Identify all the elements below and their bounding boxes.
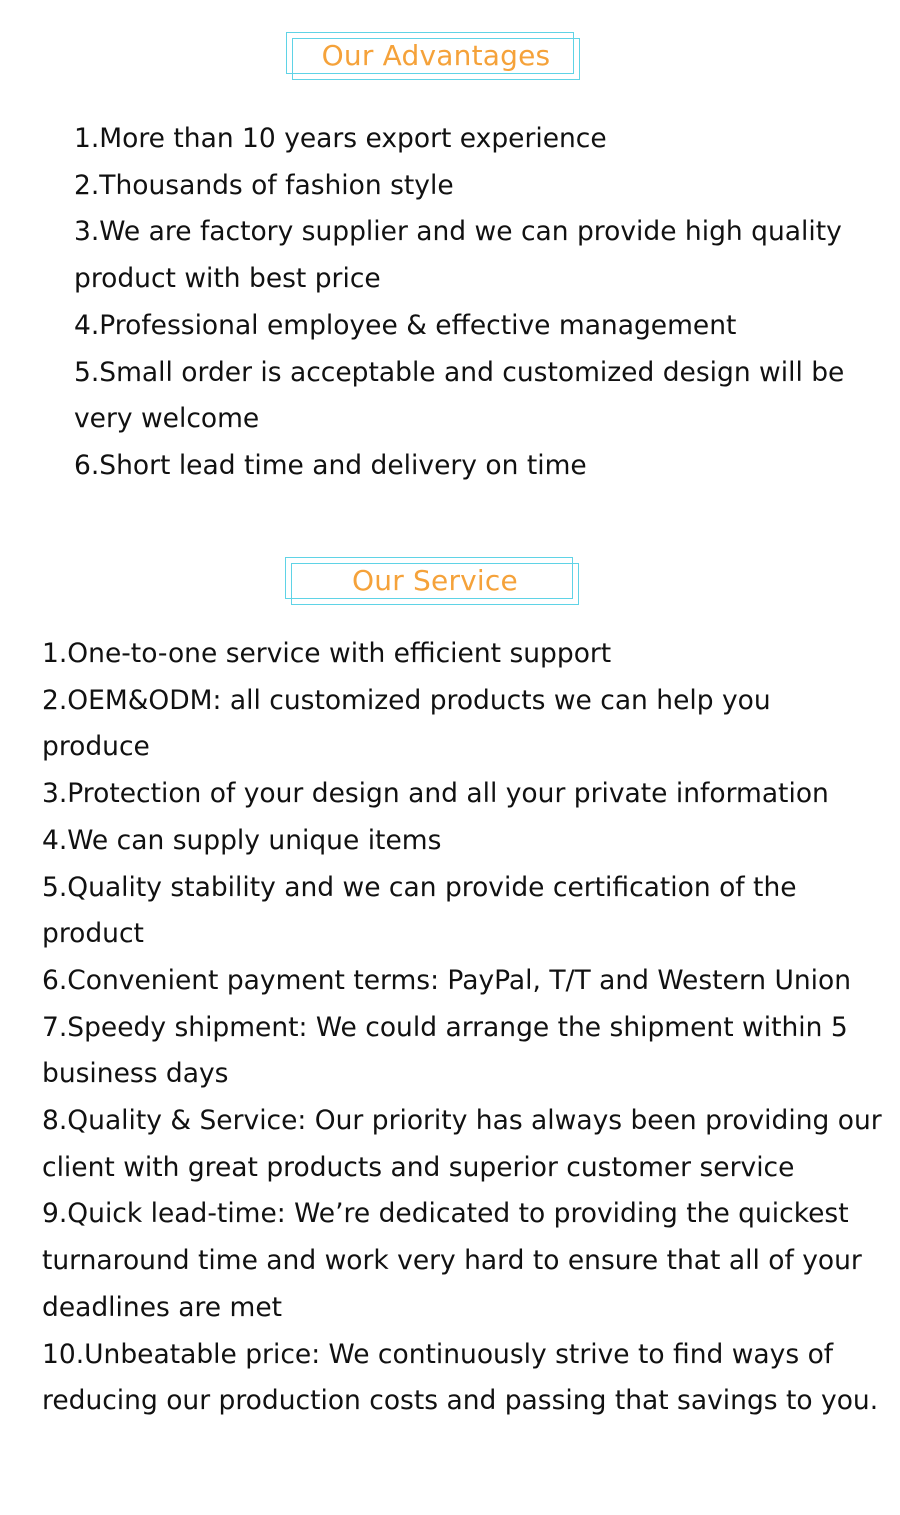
advantages-heading-box bbox=[286, 32, 574, 78]
service-item: 10.Unbeatable price: We continuously strive to find ways of reducing our production costs and passing that savings to you. bbox=[42, 1338, 879, 1417]
service-item: 5.Quality stability and we can provide certification of the product bbox=[42, 871, 797, 950]
service-item: 6.Convenient payment terms: PayPal, T/T and Western Union bbox=[42, 964, 852, 996]
advantages-item: 5.Small order is acceptable and customized design will be very welcome bbox=[74, 356, 845, 435]
advantages-list bbox=[74, 116, 864, 490]
advantages-item: 2.Thousands of fashion style bbox=[74, 169, 454, 201]
advantages-item: 4.Professional employee & effective management bbox=[74, 309, 737, 341]
advantages-title: Our Advantages bbox=[321, 39, 551, 72]
service-item: 3.Protection of your design and all your private information bbox=[42, 778, 829, 810]
service-title: Our Service bbox=[352, 564, 518, 597]
service-list bbox=[42, 631, 882, 1425]
service-item: 2.OEM&ODM: all customized products we can help you produce bbox=[42, 684, 771, 763]
service-item: 9.Quick lead-time: We’re dedicated to providing the quickest turnaround time and work very hard to ensure that all of your deadlines are met bbox=[42, 1198, 862, 1323]
advantages-item: 1.More than 10 years export experience bbox=[74, 123, 607, 154]
service-item: 4.We can supply unique items bbox=[42, 824, 442, 856]
advantages-item: 3.We are factory supplier and we can provide high quality product with best price bbox=[74, 216, 842, 295]
service-item: 7.Speedy shipment: We could arrange the shipment within 5 business days bbox=[42, 1011, 848, 1090]
service-heading-box bbox=[285, 557, 573, 603]
service-item: 1.One-to-one service with efficient support bbox=[42, 638, 612, 669]
advantages-item: 6.Short lead time and delivery on time bbox=[74, 449, 587, 481]
service-item: 8.Quality & Service: Our priority has always been providing our client with great products and superior customer service bbox=[42, 1105, 882, 1183]
